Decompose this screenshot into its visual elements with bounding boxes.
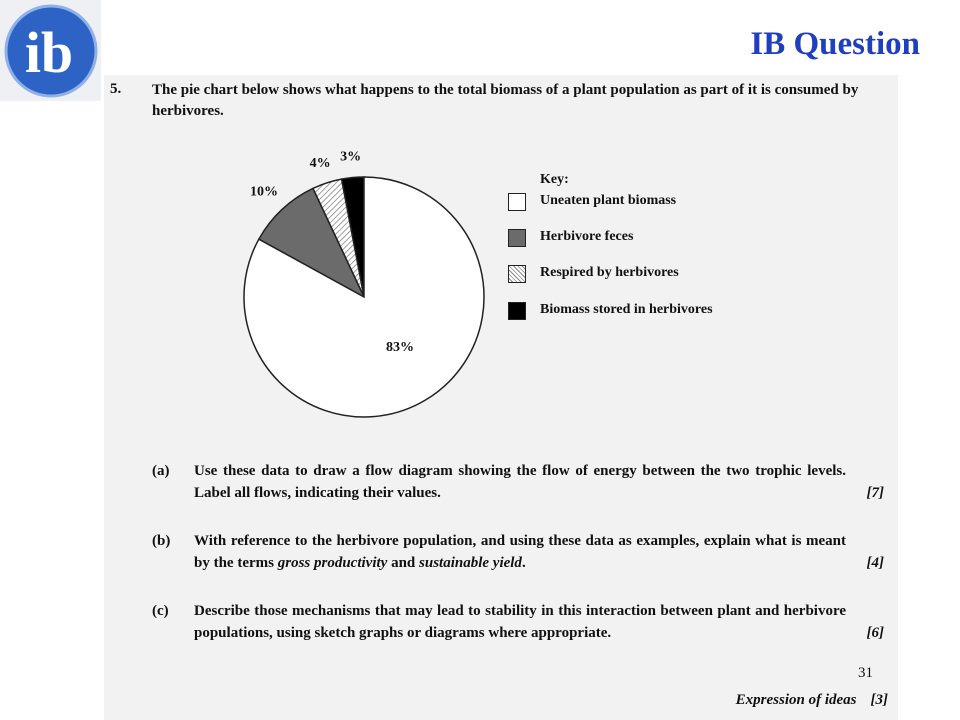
legend-label: Herbivore feces — [540, 229, 634, 244]
part-text-span: and — [387, 555, 420, 571]
logo-text: ib — [24, 20, 74, 85]
question-number: 5. — [110, 81, 122, 97]
pie-data-label: 83% — [386, 340, 414, 355]
legend-swatch-hatched — [508, 265, 526, 283]
legend-swatch-grey — [508, 229, 526, 247]
ib-logo-graphic — [0, 0, 101, 101]
legend-swatch-black — [508, 302, 526, 320]
part-text: Describe those mechanisms that may lead to stability in this interaction between plant and herbivore populations, using sketch graphs or diagrams where appropriate. — [194, 603, 846, 641]
page-title: IB Question — [750, 26, 920, 62]
legend-label: Biomass stored in herbivores — [540, 302, 713, 317]
part-text-emphasis: two — [726, 463, 750, 479]
question-scan — [104, 75, 898, 720]
pie-data-label: 10% — [250, 184, 279, 200]
legend-swatch-white — [508, 193, 526, 211]
ib-logo — [0, 0, 101, 101]
part-letter: (b) — [152, 533, 171, 549]
part-letter: (a) — [152, 463, 170, 479]
part-text-span: With reference to the herbivore population, and using these data as examples, explain what is meant by the terms — [194, 533, 846, 571]
part-text-span: trophic levels. Label all flows, indicating their values. — [194, 463, 846, 501]
legend-label: Respired by herbivores — [540, 265, 679, 280]
marks: [7] — [866, 485, 884, 501]
expression-marks: [3] — [870, 692, 888, 708]
term-gross-productivity: gross productivity — [277, 555, 388, 571]
part-text — [194, 460, 846, 504]
marks: [6] — [866, 625, 884, 641]
legend-title: Key: — [540, 172, 569, 187]
part-letter: (c) — [152, 603, 169, 619]
pie-data-label: 4% — [309, 155, 331, 171]
pie-data-label: 3% — [340, 149, 362, 165]
expression-label: Expression of ideas — [735, 692, 857, 708]
part-b — [152, 530, 892, 574]
term-sustainable-yield: sustainable yield — [419, 555, 522, 571]
marks: [4] — [866, 555, 884, 571]
part-text — [194, 530, 846, 574]
expression-of-ideas — [736, 692, 888, 709]
part-text-span: Use these data to draw a flow diagram showing the flow of energy between the — [194, 463, 727, 479]
legend-label: Uneaten plant biomass — [540, 193, 677, 208]
part-a — [152, 460, 892, 504]
pie-chart — [104, 75, 898, 435]
question-intro: The pie chart below shows what happens to the total biomass of a plant population as part of it is consumed by herbivores. — [152, 82, 859, 119]
page-number: 31 — [858, 665, 873, 681]
part-text-span: . — [521, 555, 526, 571]
part-c — [152, 600, 892, 644]
